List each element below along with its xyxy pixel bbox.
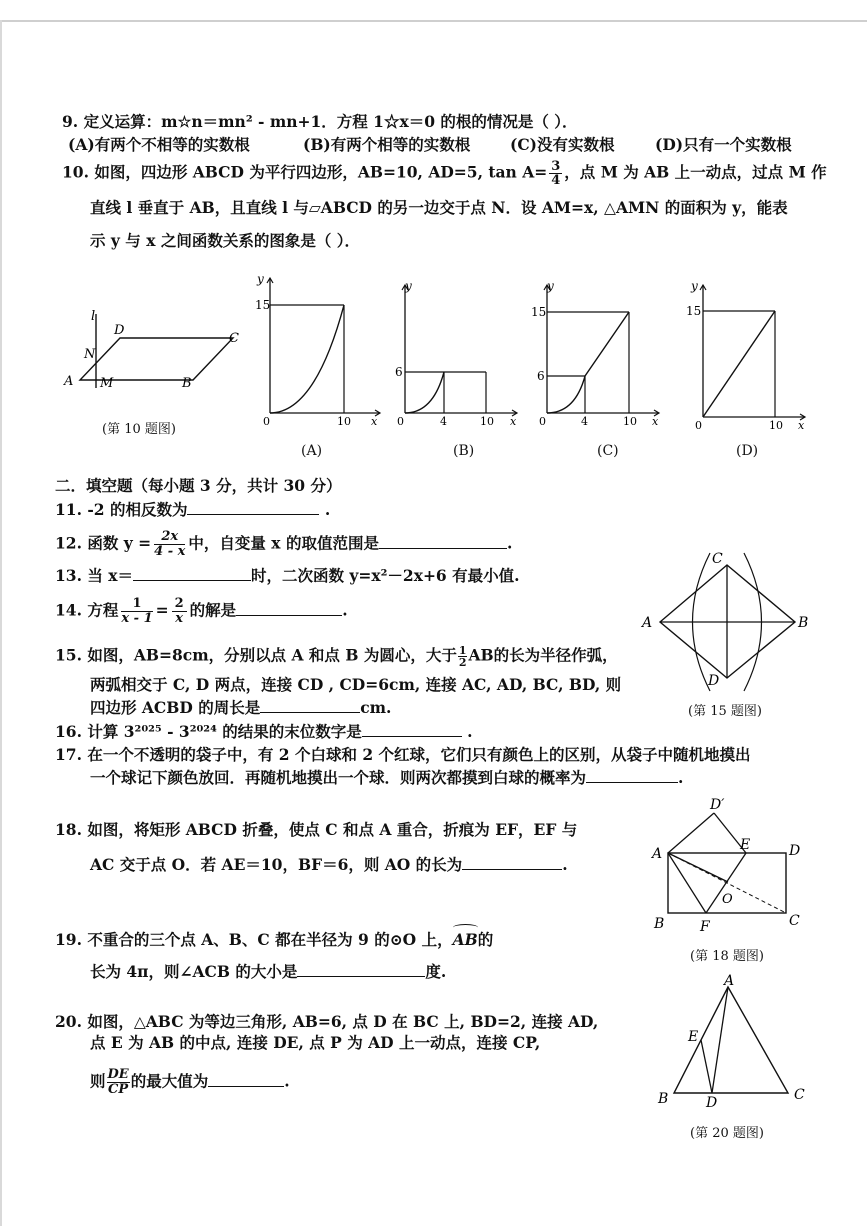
- q18-label-O: O: [722, 892, 733, 907]
- q15-line1-post: AB的长为半径作弧，: [468, 645, 618, 665]
- q15-half-numerator: 1: [458, 644, 467, 657]
- q18-figure-caption: (第 18 题图): [690, 949, 764, 964]
- q19-line1-pre: 19. 不重合的三个点 A、B、C 都在半径为 9 的⊙O 上，: [55, 930, 453, 949]
- tan-numerator: 3: [551, 159, 561, 174]
- graph-b-label: (B): [453, 443, 475, 459]
- q15-answer-blank[interactable]: [260, 712, 360, 713]
- q15-figure: [640, 545, 815, 690]
- q14-right-denominator: x: [175, 611, 184, 626]
- q20-label-E: E: [688, 1029, 699, 1045]
- q9-option-d: (D)只有一个实数根: [655, 135, 792, 154]
- q12-denominator: 4 - x: [154, 544, 186, 559]
- q18-answer-blank[interactable]: [462, 869, 562, 870]
- graph-a-x-label: x: [371, 415, 378, 428]
- q18-label-F: F: [700, 919, 710, 935]
- graph-c-tick-10: 10: [623, 415, 637, 428]
- graph-c-origin: 0: [539, 415, 546, 428]
- q15-half-denominator: 2: [458, 656, 467, 669]
- q19-line2-pre: 长为 4π，则∠ACB 的大小是: [90, 962, 298, 981]
- q15-line1-pre: 15. 如图，AB=8cm，分别以点 A 和点 B 为圆心，大于: [55, 645, 457, 665]
- q10-line1-text: 10. 如图，四边形 ABCD 为平行四边形，AB=10, AD=5, tan A=: [62, 162, 548, 182]
- q20-fraction: [107, 1068, 130, 1097]
- q18-label-B: B: [654, 916, 665, 932]
- q12-pre: 12. 函数 y =: [55, 533, 152, 553]
- q14-fraction-left: [121, 597, 152, 626]
- q20-label-B: B: [658, 1091, 669, 1107]
- q20-line3: 则 $\frac{DE}{CP}$ 的最大值为 .: [90, 1067, 290, 1097]
- q19-arc-text: AB: [452, 930, 478, 949]
- q15-label-D: D: [708, 673, 720, 689]
- graph-b-x-label: x: [510, 415, 517, 428]
- q10-line1: [62, 160, 827, 187]
- label-C: C: [229, 331, 239, 346]
- q16-text: 16. 计算 3²⁰²⁵ - 3²⁰²⁴ 的结果的末位数字是: [55, 722, 362, 741]
- q9-option-a: (A)有两个不相等的实数根: [68, 135, 250, 154]
- q14-fraction-right: [172, 597, 187, 626]
- graph-d-label: (D): [736, 443, 759, 459]
- q20-numerator: DE: [107, 1067, 129, 1082]
- q19-arc-ab: [453, 930, 478, 949]
- q15-line2: 两弧相交于 C, D 两点，连接 CD , CD=6cm, 连接 AC, AD, BC, BD, 则: [90, 675, 622, 694]
- graph-c: [531, 279, 667, 435]
- q18-label-D: D: [789, 843, 801, 859]
- graph-b: [395, 280, 525, 435]
- q17-line2-text: 一个球记下颜色放回．再随机地摸出一个球．则两次都摸到白球的概率为: [90, 768, 587, 787]
- q15-half-fraction: [458, 645, 468, 668]
- q11: 11. -2 的相反数为 .: [55, 500, 331, 519]
- graph-a-origin: 0: [263, 415, 270, 428]
- q15-label-B: B: [798, 615, 809, 631]
- q15-line3-pre: 四边形 ACBD 的周长是: [90, 698, 261, 717]
- q10-line3: 示 y 与 x 之间函数关系的图象是（ ）．: [90, 231, 360, 250]
- q20-denominator: CP: [108, 1082, 129, 1097]
- q14-left-denominator: x - 1: [121, 611, 153, 626]
- q20-figure-caption: (第 20 题图): [690, 1126, 764, 1141]
- q18-label-E: E: [740, 837, 751, 853]
- q12-fraction: [154, 530, 185, 559]
- graph-c-tick-4: 4: [581, 415, 588, 428]
- q20-label-C: C: [794, 1087, 805, 1103]
- q9-stem: 9. 定义运算：m☆n＝mn² - mn+1．方程 1☆x＝0 的根的情况是（ ）．: [62, 112, 578, 131]
- label-l: l: [91, 309, 96, 324]
- graph-b-y-label: y: [405, 279, 412, 293]
- q18-label-A: A: [652, 846, 663, 862]
- q12-answer-blank[interactable]: [379, 548, 507, 549]
- parallelogram-abcd: [80, 338, 233, 380]
- graph-d-tick-15: 15: [686, 304, 702, 318]
- q10-parallelogram-figure: [60, 300, 250, 410]
- q13-pre: 13. 当 x＝: [55, 566, 133, 585]
- graph-b-tick-6: 6: [395, 365, 403, 379]
- q18-line1: 18. 如图，将矩形 ABCD 折叠，使点 C 和点 A 重合，折痕为 EF，EF 与: [55, 820, 578, 839]
- scan-edge-top: [0, 20, 867, 22]
- q15-figure-caption: (第 15 题图): [688, 704, 762, 719]
- graph-a-label: (A): [301, 443, 323, 459]
- graph-c-tick-6: 6: [537, 369, 545, 383]
- q16: 16. 计算 3²⁰²⁵ - 3²⁰²⁴ 的结果的末位数字是 .: [55, 722, 473, 741]
- q12: 12. 函数 y = $\frac{2x}{4 - x}$ 中，自变量 x 的取值范围是 .: [55, 529, 513, 559]
- scan-edge-left: [0, 20, 2, 1226]
- arc-symbol: [453, 924, 478, 931]
- q20-line2: 点 E 为 AB 的中点, 连接 DE, 点 P 为 AD 上一动点，连接 CP,: [90, 1033, 541, 1052]
- q14-right-numerator: 2: [172, 597, 187, 612]
- q20-line1: 20. 如图，△ABC 为等边三角形, AB=6, 点 D 在 BC 上, BD=2, 连接 AD,: [55, 1012, 599, 1031]
- label-M: M: [100, 376, 114, 391]
- graph-d-tick-10: 10: [769, 419, 783, 432]
- graph-b-tick-10: 10: [480, 415, 494, 428]
- graph-b-tick-4: 4: [440, 415, 447, 428]
- graph-c-x-label: x: [652, 415, 659, 428]
- q19-line1-post: 的: [477, 930, 494, 949]
- section-2-heading: 二．填空题（每小题 3 分，共计 30 分）: [55, 476, 342, 495]
- graph-d: [683, 280, 813, 435]
- q15-label-A: A: [642, 615, 653, 631]
- graph-d-origin: 0: [695, 419, 702, 432]
- q19-line2: [90, 962, 446, 982]
- graph-b-origin: 0: [397, 415, 404, 428]
- q14-answer-blank[interactable]: [236, 615, 342, 616]
- q20-figure: [652, 975, 822, 1115]
- graph-c-tick-15: 15: [531, 305, 547, 319]
- graph-d-y-label: y: [691, 279, 698, 293]
- q19-line1: [55, 930, 493, 950]
- label-N: N: [84, 347, 96, 362]
- q17-line2: 一个球记下颜色放回．再随机地摸出一个球．则两次都摸到白球的概率为 .: [90, 768, 684, 787]
- q10-figure-caption: (第 10 题图): [102, 422, 176, 437]
- q12-post: 中，自变量 x 的取值范围是: [188, 533, 379, 553]
- graph-d-x-label: x: [798, 419, 805, 432]
- q17-line1: 17. 在一个不透明的袋子中，有 2 个白球和 2 个红球，它们只有颜色上的区别，从袋子中随机地摸出: [55, 745, 751, 764]
- q9-option-b: (B)有两个相等的实数根: [303, 135, 471, 154]
- q18-label-Dprime: D′: [710, 797, 725, 813]
- q17-answer-blank[interactable]: [586, 782, 678, 783]
- q19-line2-post: 度.: [425, 962, 447, 981]
- graph-a-y-label: y: [257, 272, 264, 286]
- q11-answer-blank[interactable]: [187, 514, 319, 515]
- q19-answer-blank[interactable]: [297, 976, 425, 977]
- label-A: A: [64, 374, 74, 389]
- q13-post: 时，二次函数 y=x²－2x+6 有最小值.: [251, 566, 520, 585]
- q18-label-C: C: [789, 913, 800, 929]
- q20-label-D: D: [706, 1095, 718, 1111]
- q16-answer-blank[interactable]: [362, 736, 462, 737]
- q14-pre: 14. 方程: [55, 600, 119, 620]
- graph-a-tick-10: 10: [337, 415, 351, 428]
- q18-line2-text: AC 交于点 O．若 AE＝10，BF＝6，则 AO 的长为: [90, 855, 463, 874]
- q14-post: 的解是: [189, 600, 237, 620]
- graph-a: [255, 270, 385, 435]
- tan-denominator: 4: [551, 173, 561, 188]
- q14-left-numerator: 1: [121, 597, 152, 612]
- q11-text: 11. -2 的相反数为: [55, 500, 188, 519]
- q13-answer-blank[interactable]: [133, 580, 251, 581]
- q13: [55, 566, 520, 586]
- q12-numerator: 2x: [154, 530, 185, 545]
- tan-fraction: [549, 160, 562, 187]
- q14: 14. 方程 $\frac{1}{x - 1}$ = $\frac{2}{x}$ 的解是 .: [55, 596, 348, 626]
- q20-line3-post: 的最大值为: [130, 1071, 209, 1091]
- q15-label-C: C: [712, 551, 723, 567]
- q18-line2: AC 交于点 O．若 AE＝10，BF＝6，则 AO 的长为 .: [90, 855, 568, 874]
- graph-a-tick-15: 15: [255, 298, 271, 312]
- q20-label-A: A: [724, 973, 735, 989]
- label-D: D: [114, 323, 125, 338]
- graph-c-y-label: y: [547, 279, 554, 293]
- q10-line2: 直线 l 垂直于 AB，且直线 l 与▱ABCD 的另一边交于点 N．设 AM=x, △AMN 的面积为 y，能表: [90, 198, 788, 217]
- q20-line3-pre: 则: [90, 1071, 106, 1091]
- label-B: B: [182, 376, 192, 391]
- q15-line3-post: cm.: [360, 698, 392, 717]
- q10-line1-end: ，点 M 为 AB 上一动点，过点 M 作: [564, 162, 827, 182]
- q14-equals: =: [155, 600, 169, 620]
- q15-line3: [90, 698, 391, 718]
- q9-option-c: (C)没有实数根: [510, 135, 615, 154]
- graph-c-label: (C): [597, 443, 619, 459]
- q18-figure: [648, 795, 818, 945]
- q15-line1: [55, 645, 618, 668]
- q20-answer-blank[interactable]: [208, 1086, 284, 1087]
